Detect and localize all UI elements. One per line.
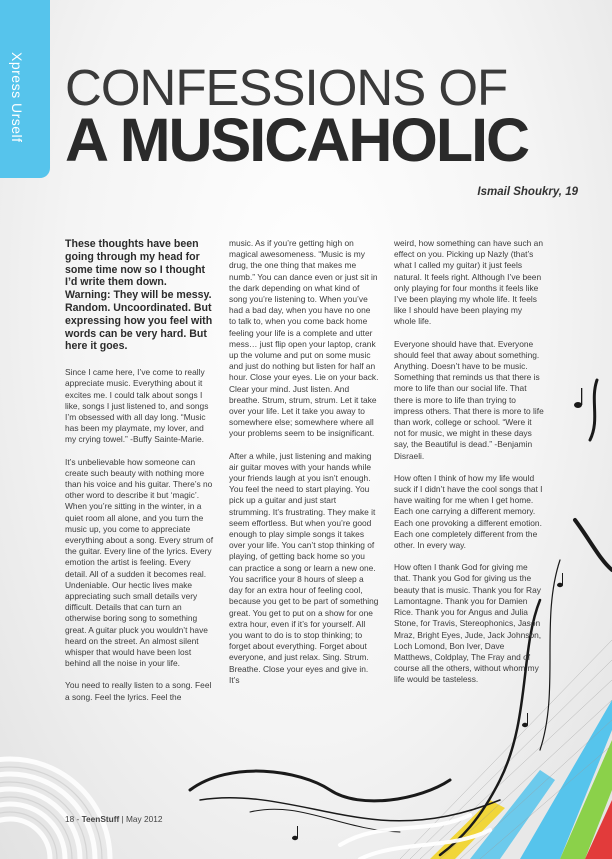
body-paragraph: How often I think of how my life would suck if I didn’t have the cool songs that I have waiting for me when I get home. Each one carrying a different memory. Each one provoking a different emotion. Each one completely different from the other. In every way. xyxy=(394,472,543,551)
article-title-line2: A MUSICAHOLIC xyxy=(65,106,529,174)
footer-divider: | xyxy=(119,814,127,824)
body-paragraph: After a while, just listening and making air guitar moves with your hands while your friends laugh at you isn’t enough. You feel the need to start playing. You pick up a guitar and just start strumming. It’s frustrating. They make it seem effortless. But when you’re good enough to play simple songs it takes over your life. You can’t stop thinking of playing, of getting back home so you can practice a song or learn a new one. You sacrifice your 8 hours of sleep a day for an extra hour of feeling cool, because you get to be part of something great. You get to put on a show for one extra hour, even if it’s for yourself. All you want to do is to stop thinking; to forget about everything. Forget about everyone, and just relax. Sing. Strum. Breathe. Close your eyes and give in. It’s xyxy=(229,450,379,685)
footer-separator: - xyxy=(74,814,82,824)
article-column-2 xyxy=(229,238,379,697)
article-title-line1: CONFESSIONS OF xyxy=(65,59,508,116)
body-paragraph: weird, how something can have such an effect on you. Picking up Nazly (that’s what I called my guitar) it just feels natural. It feels right. Although I’ve been only playing for four months it feels like I’ve been playing my whole life. It feels like I should have been playing my whole life. xyxy=(394,238,543,327)
author-byline: Ismail Shoukry, 19 xyxy=(477,186,578,198)
body-paragraph: How often I thank God for giving me that. Thank you God for giving us the beauty that is music. Thank you for Ray Lamontagne. Thank you for Damien Rice. Thank you for Angus and Julia Stone, for Travis, Stereophonics, Jason Mraz, Bright Eyes, Jude, Jack Johnson, Loch Lomond, Bon Iver, Dave Matthews, Coldplay, The Fray and of course all the others, without whom my life would be tasteless. xyxy=(394,562,542,685)
section-tab xyxy=(0,0,50,178)
page-number: 18 xyxy=(65,814,75,824)
body-paragraph: You need to really listen to a song. Feel a song. Feel the lyrics. Feel the xyxy=(65,680,212,702)
body-paragraph: It’s unbelievable how someone can create such beauty with nothing more than his voice and his guitar. There’s no other word to describe it but ‘magic’. When you’re sitting in the winter, in a quiet room all alone, and you turn the music up, you come to appreciate everything about a song. Every strum of the guitar. Every line of the lyrics. Every emotion the artist is feeling. Every detail. All of a sudden it becomes real. Undeniable. Our hectic lives make appreciating such small details very difficult. Details that can turn an otherwise boring song to something great. A guitar pluck you wouldn’t have heard on the street. An almost silent whisper that would have been lost behind all the noise in your life. xyxy=(65,456,214,669)
body-paragraph: Since I came here, I’ve come to really appreciate music. Everything about it excites me. I could talk about songs I like, songs I just listened to, and songs I’m obsessed with all day long. “Music has been my playmate, my lover, and my crying towel.” -Buffy Sainte-Marie. xyxy=(65,367,209,445)
magazine-name: TeenStuff xyxy=(81,814,120,824)
body-paragraph: music. As if you’re getting high on magical awesomeness. “Music is my drug, the one thing that makes me numb.” You can dance even or just sit in the dark depending on what kind of song you’re listening to. When you’ve had a bad day, when you have no one to talk to, when you come back home feeling your life is a complete and utter mess… just flip open your laptop, crank up the volume and put on some music and just do nothing but listen for half an hour. Close your eyes. Lie on your back. Clear your mind. Just listen. And breathe. Strum, strum, strum. Let it take over your life. Let it take you away to somewhere else; somewhere where all your problems seem to be insignificant. xyxy=(229,238,379,439)
intro-paragraph: These thoughts have been going through my head for some time now so I thought I’d write them down. Warning: They will be messy. Random. Uncoordinated. But expressing how you feel with words can be very hard. But here it goes. xyxy=(65,238,213,353)
body-paragraph: Everyone should have that. Everyone should feel that away about something. Anything. Doesn’t have to be music. Something that reminds us that there is more to life than our social life. That there is more to life than trying to impress others. That there is more to life than work, college or school. “Were it not for music, we might in these days say, the Beautiful is dead.” -Benjamin Disraeli. xyxy=(394,338,544,461)
article-column-1 xyxy=(65,238,215,714)
section-tab-label: Xpress Urself xyxy=(9,52,25,143)
article-column-3 xyxy=(394,238,544,697)
issue-date: May 2012 xyxy=(126,814,163,824)
page-footer xyxy=(65,814,162,824)
